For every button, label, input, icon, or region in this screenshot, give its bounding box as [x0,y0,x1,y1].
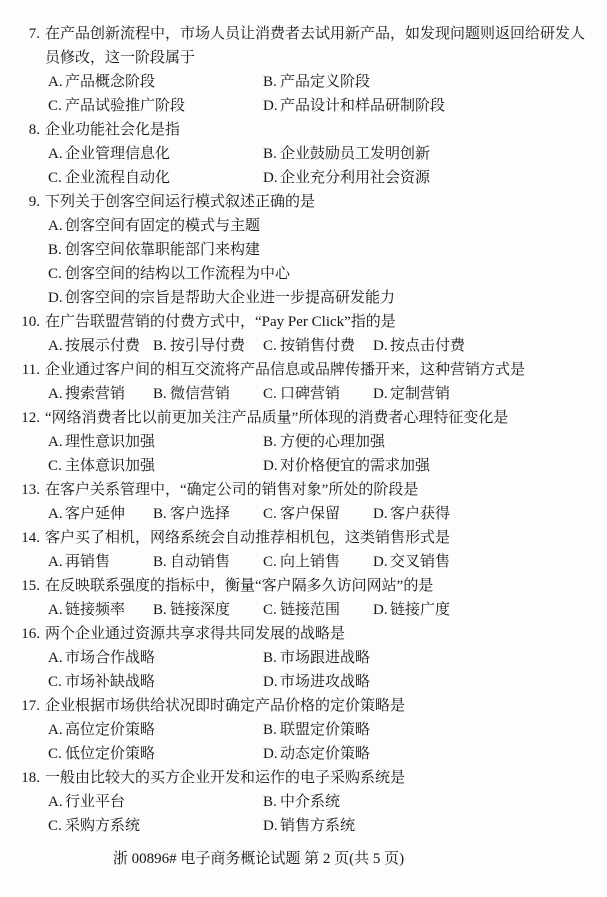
option-label: A. [48,722,63,738]
option-label: C. [48,674,62,690]
option-label: C. [263,338,277,354]
option-c [48,814,263,838]
option-b [263,430,589,454]
question-stem: 在产品创新流程中，市场人员让消费者去试用新产品，如发现问题则返回给研发人 员修改，这一阶段属于 [45,26,586,66]
question-number: 15. [21,578,40,594]
option-a [48,646,263,670]
option-text: 采购方系统 [65,818,141,834]
option-label: D. [373,554,388,570]
option-label: D. [373,386,388,402]
question-stem: 两个企业通过资源共享求得共同发展的战略是 [45,626,346,642]
question-stem: 一般由比较大的买方企业开发和运作的电子采购系统是 [45,770,406,786]
option-text: 企业管理信息化 [65,146,171,162]
option-text: 动态定价策略 [280,746,371,762]
option-group [45,430,589,478]
option-label: C. [48,98,62,114]
option-label: C. [48,818,62,834]
option-label: D. [263,170,278,186]
option-text: 客户选择 [170,506,231,522]
question-number: 12. [21,410,40,426]
option-label: B. [263,146,277,162]
option-label: A. [48,338,63,354]
option-label: C. [263,602,277,618]
option-text: 再销售 [65,554,111,570]
option-label: A. [48,650,63,666]
question-block [0,526,589,574]
option-group [45,214,589,310]
option-c [263,502,373,526]
option-c [48,454,263,478]
option-text: 按引导付费 [170,338,246,354]
option-text: 链接广度 [390,602,451,618]
question-block [0,22,589,118]
option-label: A. [48,74,63,90]
option-text: 产品设计和样品研制阶段 [280,98,446,114]
option-label: A. [48,434,63,450]
option-group [45,70,589,118]
option-label: D. [263,98,278,114]
option-text: 微信营销 [170,386,231,402]
option-d [263,94,589,118]
question-block [0,766,589,838]
option-label: D. [373,506,388,522]
question-number: 8. [28,122,40,138]
option-b [263,718,589,742]
question-block [0,574,589,622]
option-label: D. [263,458,278,474]
option-text: 产品定义阶段 [280,74,371,90]
question-number: 10. [21,314,40,330]
option-c [263,382,373,406]
option-label: B. [263,794,277,810]
option-label: C. [48,458,62,474]
option-label: A. [48,554,63,570]
question-stem: 企业功能社会化是指 [45,122,181,138]
option-text: 销售方系统 [280,818,356,834]
option-d [263,166,589,190]
option-label: B. [153,386,167,402]
option-text: 市场跟进战略 [280,650,371,666]
option-text: 创客空间有固定的模式与主题 [65,218,261,234]
question-stem: 在客户关系管理中，“确定公司的销售对象”所处的阶段是 [45,482,419,498]
option-a [48,790,263,814]
option-text: 按销售付费 [280,338,356,354]
option-a [48,718,263,742]
option-text: 创客空间依靠职能部门来构建 [65,242,261,258]
page-footer: 浙 00896# 电子商务概论试题 第 2 页(共 5 页) [112,851,405,867]
question-block [0,694,589,766]
option-c [48,670,263,694]
option-text: 自动销售 [170,554,231,570]
option-b [153,382,263,406]
option-d [373,550,589,574]
option-text: 主体意识加强 [65,458,156,474]
option-c [48,94,263,118]
option-b [263,142,589,166]
option-c [263,334,373,358]
option-text: 交叉销售 [390,554,451,570]
option-text: 客户延伸 [65,506,126,522]
question-block [0,358,589,406]
option-label: B. [153,554,167,570]
option-text: 创客空间的宗旨是帮助大企业进一步提高研发能力 [65,290,396,306]
option-d [263,814,589,838]
option-text: 产品试验推广阶段 [65,98,186,114]
option-text: 客户保留 [280,506,341,522]
option-b [153,550,263,574]
option-label: A. [48,602,63,618]
option-text: 市场补缺战略 [65,674,156,690]
option-text: 按点击付费 [390,338,466,354]
question-stem: 企业根据市场供给状况即时确定产品价格的定价策略是 [45,698,406,714]
option-c [48,742,263,766]
question-number: 7. [28,26,40,42]
option-b [153,334,263,358]
option-group [45,646,589,694]
option-label: B. [263,650,277,666]
option-label: C. [48,746,62,762]
option-label: B. [263,74,277,90]
question-stem: 在广告联盟营销的付费方式中，“Pay Per Click”指的是 [45,314,396,330]
question-number: 11. [21,362,40,378]
option-text: 创客空间的结构以工作流程为中心 [65,266,291,282]
question-number: 18. [21,770,40,786]
option-c [48,166,263,190]
option-label: C. [263,554,277,570]
option-label: B. [263,434,277,450]
option-text: 市场进攻战略 [280,674,371,690]
option-text: 向上销售 [280,554,341,570]
question-number: 13. [21,482,40,498]
option-label: D. [263,818,278,834]
option-b [48,238,589,262]
option-a [48,598,153,622]
question-number: 16. [21,626,40,642]
option-label: A. [48,146,63,162]
option-label: B. [48,242,62,258]
question-block [0,406,589,478]
option-label: D. [373,338,388,354]
option-d [48,286,589,310]
option-group [45,382,589,406]
question-number: 9. [28,194,40,210]
question-stem: 在反映联系强度的指标中，衡量“客户隔多久访问网站”的是 [45,578,434,594]
option-a [48,502,153,526]
option-a [48,550,153,574]
option-group [45,718,589,766]
question-block [0,118,589,190]
option-a [48,334,153,358]
option-label: B. [153,338,167,354]
option-a [48,430,263,454]
option-label: C. [263,386,277,402]
option-text: 链接深度 [170,602,231,618]
option-text: 高位定价策略 [65,722,156,738]
option-label: D. [373,602,388,618]
option-label: A. [48,218,63,234]
option-b [263,790,589,814]
question-stem: 下列关于创客空间运行模式叙述正确的是 [45,194,316,210]
option-label: C. [48,266,62,282]
question-block [0,310,589,358]
option-text: 按展示付费 [65,338,141,354]
option-label: A. [48,794,63,810]
option-group [45,334,589,358]
option-label: B. [153,506,167,522]
question-stem: “网络消费者比以前更加关注产品质量”所体现的消费者心理特征变化是 [45,410,509,426]
option-text: 对价格便宜的需求加强 [280,458,431,474]
option-text: 市场合作战略 [65,650,156,666]
option-group [45,790,589,838]
option-text: 理性意识加强 [65,434,156,450]
option-text: 中介系统 [280,794,341,810]
option-text: 方便的心理加强 [280,434,386,450]
option-group [45,142,589,190]
option-d [373,502,589,526]
question-list [0,22,589,838]
option-d [373,334,589,358]
question-block [0,190,589,310]
option-text: 链接频率 [65,602,126,618]
option-group [45,502,589,526]
option-label: A. [48,506,63,522]
option-label: C. [48,170,62,186]
option-group [45,598,589,622]
option-label: B. [263,722,277,738]
option-text: 客户获得 [390,506,451,522]
question-stem: 客户买了相机，网络系统会自动推荐相机包，这类销售形式是 [45,530,451,546]
option-text: 口碑营销 [280,386,341,402]
option-d [263,670,589,694]
option-a [48,214,589,238]
option-label: A. [48,386,63,402]
option-label: D. [48,290,63,306]
option-text: 定制营销 [390,386,451,402]
question-block [0,478,589,526]
option-d [263,742,589,766]
question-stem: 企业通过客户间的相互交流将产品信息或品牌传播开来，这种营销方式是 [45,362,526,378]
option-text: 联盟定价策略 [280,722,371,738]
question-number: 17. [21,698,40,714]
option-group [45,550,589,574]
option-b [153,502,263,526]
option-a [48,70,263,94]
option-label: B. [153,602,167,618]
option-d [373,598,589,622]
option-c [263,598,373,622]
option-a [48,142,263,166]
option-text: 链接范围 [280,602,341,618]
option-text: 企业鼓励员工发明创新 [280,146,431,162]
option-text: 搜索营销 [65,386,126,402]
option-b [153,598,263,622]
option-text: 企业充分利用社会资源 [280,170,431,186]
option-label: D. [263,746,278,762]
option-label: D. [263,674,278,690]
option-b [263,646,589,670]
option-b [263,70,589,94]
option-c [48,262,589,286]
option-text: 低位定价策略 [65,746,156,762]
question-number: 14. [21,530,40,546]
question-block [0,622,589,694]
option-text: 企业流程自动化 [65,170,171,186]
option-a [48,382,153,406]
option-d [373,382,589,406]
option-c [263,550,373,574]
option-label: C. [263,506,277,522]
option-text: 行业平台 [65,794,126,810]
option-d [263,454,589,478]
option-text: 产品概念阶段 [65,74,156,90]
